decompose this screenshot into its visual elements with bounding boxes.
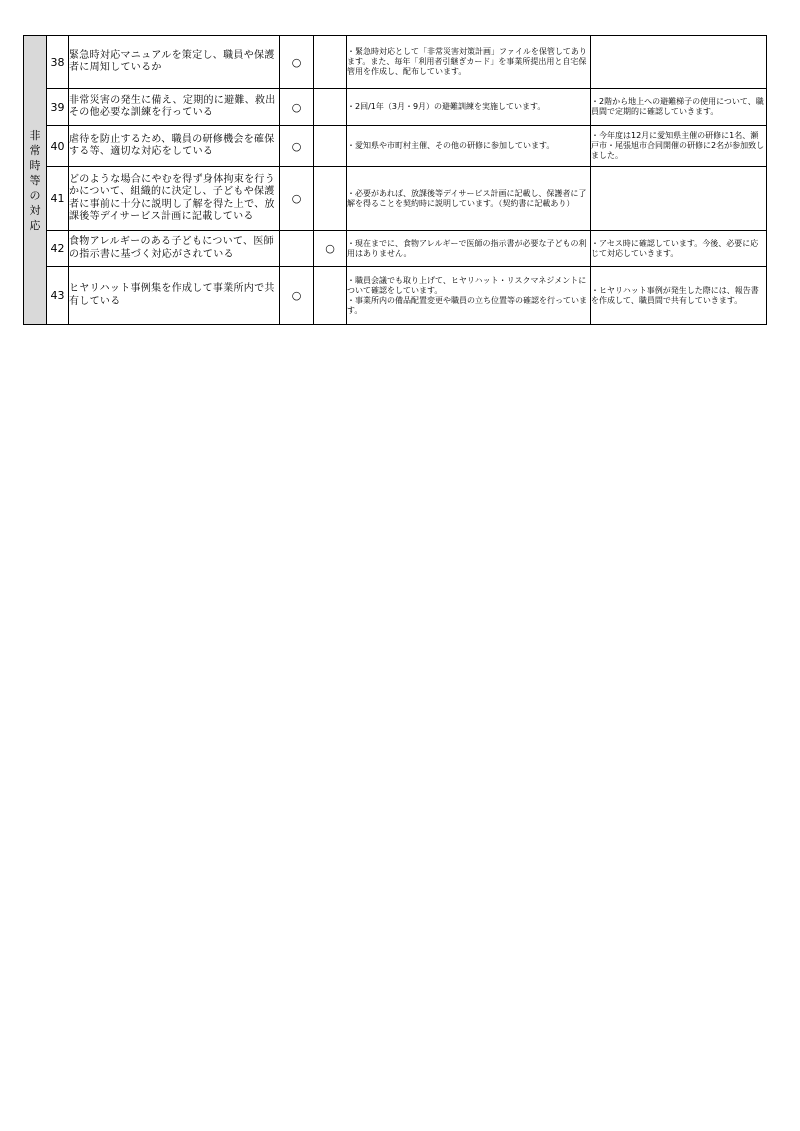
improvement-note: ・今年度は12月に愛知県主催の研修に1名、瀬戸市・尾張旭市合同開催の研修に2名が参加致しました。 (591, 126, 767, 167)
table-row (24, 126, 767, 167)
table-row (24, 231, 767, 267)
item-text: ヒヤリハット事例集を作成して事業所内で共有している (69, 267, 280, 325)
no-mark (314, 267, 347, 325)
category-label: 非常時等の対応 (29, 128, 41, 232)
row-number: 38 (47, 36, 69, 89)
status-line: ・2回/1年（3月・9月）の避難訓練を実施しています。 (347, 102, 546, 111)
status-note (347, 231, 591, 267)
table-row (24, 89, 767, 126)
improvement-note: ・2階から地上への避難梯子の使用について、職員間で定期的に確認していきます。 (591, 89, 767, 126)
table-row (24, 36, 767, 89)
no-mark (314, 126, 347, 167)
yes-mark (280, 126, 314, 167)
row-number: 40 (47, 126, 69, 167)
row-number: 39 (47, 89, 69, 126)
row-number: 43 (47, 267, 69, 325)
no-mark (314, 167, 347, 231)
category-cell (24, 36, 47, 325)
status-line: ・必要があれば、放課後等デイサービス計画に記載し、保護者に了解を得ることを契約時に説明しています。（契約書に記載あり） (347, 188, 587, 208)
yes-mark (280, 231, 314, 267)
status-note (347, 126, 591, 167)
status-line: ・緊急時対応として「非常災害対策計画」ファイルを保管してあります。また、毎年「利用者引継ぎカード」を事業所提出用と自宅保管用を作成し、配布しています。 (347, 47, 587, 76)
no-mark (314, 231, 347, 267)
yes-mark (280, 167, 314, 231)
improvement-note (591, 167, 767, 231)
row-number: 42 (47, 231, 69, 267)
yes-mark (280, 267, 314, 325)
yes-mark-text: ○ (291, 139, 302, 153)
improvement-note: ・アセス時に確認しています。今後、必要に応じて対応していきます。 (591, 231, 767, 267)
status-note (347, 36, 591, 89)
yes-mark-text: ○ (291, 55, 302, 69)
yes-mark (280, 36, 314, 89)
no-mark-text: ○ (325, 242, 335, 255)
item-text: 非常災害の発生に備え、定期的に避難、救出その他必要な訓練を行っている (69, 89, 280, 126)
table-row (24, 267, 767, 325)
yes-mark (280, 89, 314, 126)
item-text: 食物アレルギーのある子どもについて、医師の指示書に基づく対応がされている (69, 231, 280, 267)
no-mark (314, 89, 347, 126)
status-note (347, 167, 591, 231)
yes-mark-text: ○ (291, 100, 302, 114)
item-text: どのような場合にやむを得ず身体拘束を行うかについて、組織的に決定し、子どもや保護者に事前に十分に説明し了解を得た上で、放課後等デイサービス計画に記載している (69, 167, 280, 231)
row-number: 41 (47, 167, 69, 231)
improvement-note (591, 36, 767, 89)
status-note (347, 267, 591, 325)
no-mark (314, 36, 347, 89)
status-line: ・事業所内の備品配置変更や職員の立ち位置等の確認を行っています。 (347, 295, 587, 315)
item-text: 緊急時対応マニュアルを策定し、職員や保護者に周知しているか (69, 36, 280, 89)
evaluation-table (23, 35, 767, 325)
status-note (347, 89, 591, 126)
yes-mark-text: ○ (291, 192, 302, 205)
table-row (24, 167, 767, 231)
status-line: ・現在までに、食物アレルギーで医師の指示書が必要な子どもの利用はありません。 (347, 238, 587, 258)
item-text: 虐待を防止するため、職員の研修機会を確保する等、適切な対応をしている (69, 126, 280, 167)
status-line: ・職員会議でも取り上げて、ヒヤリハット・リスクマネジメントについて確認をしています。 (347, 275, 587, 295)
status-line: ・愛知県や市町村主催、その他の研修に参加しています。 (347, 141, 555, 150)
yes-mark-text: ○ (291, 289, 302, 302)
improvement-note: ・ヒヤリハット事例が発生した際には、報告書を作成して、職員間で共有していきます。 (591, 267, 767, 325)
